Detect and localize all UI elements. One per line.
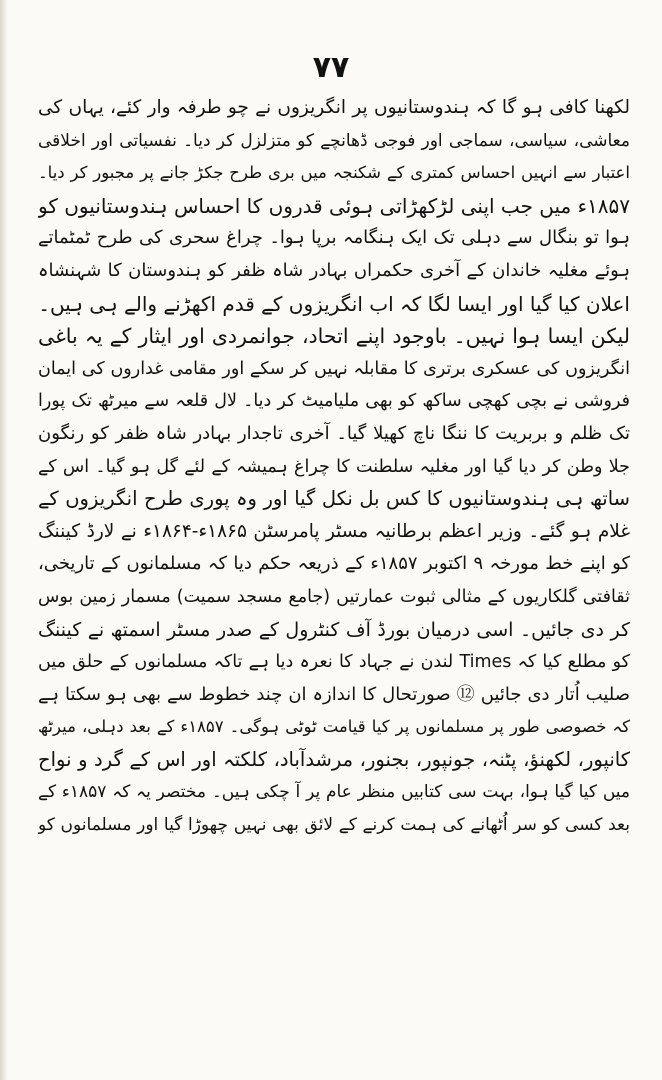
body-text (38, 92, 630, 842)
text-line: کہ خصوصی طور پر مسلمانوں پر کیا قیامت ٹوٹی ہوگی۔ ۱۸۵۷ء کے بعد دہلی، میرٹھ (38, 717, 630, 737)
text-line: کو مطلع کیا کہ Times لندن نے جہاد کا نعرہ دیا ہے تاکہ مسلمانوں کے حلق میں (38, 652, 630, 673)
text-line: جلا وطن کر دیا گیا اور مغلیہ سلطنت کا چراغ ہمیشہ کے لئے گل ہو گیا۔ اس کے (38, 456, 630, 477)
page-number: ۷۷ (312, 50, 350, 85)
text-line: تک ظلم و بربریت کا ننگا ناچ کھیلا گیا۔ آخری تاجدار بہادر شاہ ظفر کو رنگون (38, 422, 630, 444)
text-line: کو اپنے خط مورخہ ۹ اکتوبر ۱۸۵۷ء کے ذریعہ حکم دیا کہ مسلمانوں کے تاریخی، (38, 553, 630, 575)
text-line: بعد کسی کو سر اُٹھانے کی ہمت کرنے کے لائق بھی نہیں چھوڑا گیا اور مسلمانوں کو (38, 815, 630, 836)
text-line: کانپور، لکھنؤ، پٹنہ، جونپور، بجنور، مرشدآباد، کلکتہ اور اس کے گرد و نواح (38, 747, 630, 771)
text-line: میں کیا گیا ہوا، بہت سی کتابیں منظر عام پر آ چکی ہیں۔ مختصر یہ کہ ۱۸۵۷ء کے (38, 782, 630, 803)
text-line: اعتبار سے انہیں احساس کمتری کے شکنجہ میں بری طرح جکڑ جانے پر مجبور کر دیا۔ (38, 163, 630, 183)
text-line: ہوا تو بنگال سے دہلی تک ایک ہنگامہ برپا ہوا۔ چراغ سحری کی طرح ٹمٹماتے (38, 227, 630, 249)
text-line: صلیب اُتار دی جائیں ⑫ صورتحال کا اندازہ ان چند خطوط سے بھی ہو سکتا ہے (38, 683, 630, 705)
text-line: ساتھ ہی ہندوستانیوں کا کس بل نکل گیا اور وہ پوری طرح انگریزوں کے (38, 487, 630, 511)
text-line: اعلان کیا گیا اور ایسا لگا کہ اب انگریزوں کے قدم اکھڑنے والے ہی ہیں۔ (38, 291, 630, 316)
text-line: انگریزوں کی عسکری برتری کا مقابلہ نہیں کر سکے اور مقامی غداروں کی ایمان (38, 358, 630, 379)
text-line: ثقافتی گلکاریوں کے مثالی ثبوت عمارتیں (جامع مسجد سمیت) مسمار زمین بوس (38, 586, 630, 607)
text-line: لیکن ایسا ہوا نہیں۔ باوجود اپنے اتحاد، جوانمردی اور ایثار کے یہ باغی (38, 324, 630, 349)
text-line: غلام ہو گئے۔ وزیر اعظم برطانیہ مسٹر پامرسٹن ۱۸۶۵ء-۱۸۶۴ء نے لارڈ کیننگ (38, 520, 630, 542)
text-line: معاشی، سیاسی، سماجی اور فوجی ڈھانچے کو متزلزل کر دیا۔ نفسیاتی اور اخلاقی (38, 130, 630, 151)
page-edge-shadow (0, 0, 8, 1080)
text-line: کر دی جائیں۔ اسی درمیان بورڈ آف کنٹرول کے صدر مسٹر اسمتھ نے کیننگ (38, 618, 630, 641)
text-line: لکھنا کافی ہو گا کہ ہندوستانیوں پر انگریزوں نے چو طرفہ وار کئے، یہاں کی (38, 97, 630, 118)
text-line: ۱۸۵۷ء میں جب اپنی لڑکھڑاتی ہوئی قدروں کا احساس ہندوستانیوں کو (38, 193, 630, 218)
text-line: ہوئے مغلیہ خاندان کے آخری حکمراں بہادر شاہ ظفر کو ہندوستان کا شہنشاہ (38, 259, 630, 281)
text-line: فروشی نے بچی کھچی ساکھ کو بھی ملیامیٹ کر دیا۔ لال قلعہ سے میرٹھ تک پورا (38, 391, 630, 412)
